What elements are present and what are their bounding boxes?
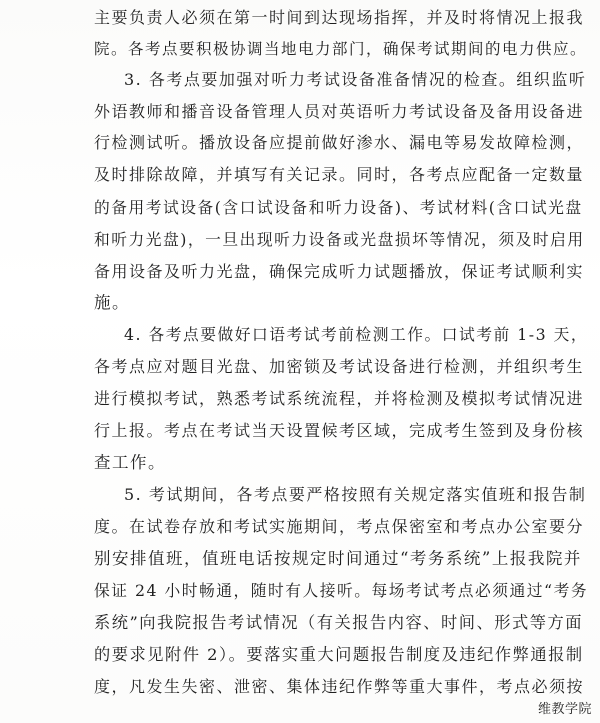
text-line: 的要求见附件 2）。要落实重大问题报告制度及违纪作弊通报制 [94, 645, 584, 664]
text-line: 进行模拟考试，熟悉考试系统流程，并将检测及模拟考试情况进 [94, 389, 585, 408]
text-line: 主要负责人必须在第一时间到达现场指挥，并及时将情况上报我 [94, 8, 585, 27]
text-line: 外语教师和播音设备管理人员对英语听力考试设备及备用设备进 [94, 102, 585, 121]
text-line: 系统”向我院报告考试情况（有关报告内容、时间、形式等方面 [94, 613, 584, 632]
paragraph-3-start: 3. 各考点要加强对听力考试设备准备情况的检查。组织监听 [124, 70, 587, 89]
text-line: 度，凡发生失密、泄密、集体违纪作弊等重大事件，考点必须按 [94, 677, 585, 696]
paragraph-4-start: 4. 各考点要做好口语考试考前检测工作。口试考前 1-3 天， [124, 325, 589, 344]
text-line: 各考点应对题目光盘、加密锁及考试设备进行检测，并组织考生 [94, 357, 585, 376]
text-line: 的备用考试设备(含口试设备和听力设备)、考试材料(含口试光盘 [94, 198, 583, 217]
text-line: 和听力光盘)，一旦出现听力设备或光盘损坏等情况，须及时启用 [94, 230, 585, 249]
text-line: 备用设备及听力光盘，确保完成听力试题播放，保证考试顺利实 [94, 262, 585, 281]
paragraph-5-start: 5. 考试期间，各考点要严格按照有关规定落实值班和报告制 [124, 485, 587, 504]
text-line: 行检测试听。播放设备应提前做好渗水、漏电等易发故障检测， [94, 133, 585, 152]
text-line: 行上报。考点在考试当天设置候考区域，完成考生签到及身份核 [94, 421, 585, 440]
text-line: 院。各考点要积极协调当地电力部门，确保考试期间的电力供应。 [94, 40, 588, 58]
text-line: 施。 [94, 293, 130, 312]
text-line: 度。在试卷存放和考试实施期间，考点保密室和考点办公室要分 [94, 517, 585, 536]
text-line: 保证 24 小时畅通，随时有人接听。每场考试考点必须通过“考务 [94, 581, 589, 600]
watermark-text: 维教学院 [537, 702, 592, 717]
text-line: 及时排除故障，并填写有关记录。同时，各考点应配备一定数量 [94, 165, 585, 184]
text-line: 别安排值班，值班电话按规定时间通过“考务系统”上报我院并 [94, 549, 582, 568]
text-line: 查工作。 [94, 453, 166, 472]
